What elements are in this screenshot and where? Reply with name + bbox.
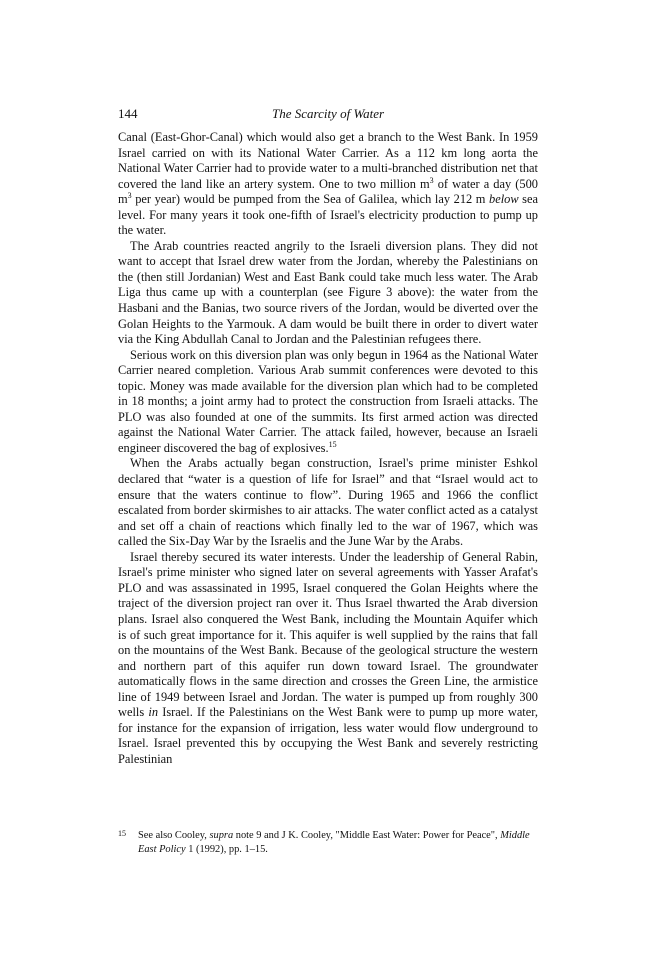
paragraph-2: The Arab countries reacted angrily to the Israeli diversion plans. They did not want to accept that Israel drew water from the Jordan, whereby the Palestinians on the (then still Jordanian) West and East Bank could take much less water. The Arab Liga thus came up with a counterplan (see Figure 3 above): the water from the Hasbani and the Banias, two source rivers of the Jordan, would be diverted over the Golan Heights to the Yarmouk. A dam would be built there in order to divert water via the King Abdullah Canal to Jordan and the Palestinian refugees there. <box>118 238 538 347</box>
paragraph-1: Canal (East-Ghor-Canal) which would also get a branch to the West Bank. In 1959 Israel carried on with its National Water Carrier. As a 112 km long aorta the National Water Carrier had to provide water to a multi-branched distribution net that covered the land like an artery system. One to two million $m^3$ of water a day (500 $m^3$ per year) would be pumped from the Sea of Galilea, which lay 212 m below sea level. For many years it took one-fifth of Israel's electricity production to pump up the water. <box>118 130 538 238</box>
footnote-reference[interactable]: 15 <box>328 439 337 449</box>
footnote-15: 15 See also Cooley, supra note 9 and J K. Cooley, "Middle East Water: Power for Peace", Middle East Policy 1 (1992), pp. 1–15. <box>118 829 530 855</box>
footnote-number: 15 <box>118 829 126 838</box>
running-head <box>118 106 538 124</box>
paragraph-4: When the Arabs actually began construction, Israel's prime minister Eshkol declared that “water is a question of life for Israel” and that “Israel would act to ensure that the waters continue to flow”. During 1965 and 1966 the conflict escalated from border skirmishes to air attacks. The water conflict acted as a catalyst and set off a chain of reactions which finally led to the war of 1967, which was called the Six-Day War by the Israelis and the June War by the Arabs. <box>118 456 538 549</box>
footnotes <box>118 829 538 857</box>
page-number: 144 <box>118 106 138 121</box>
body-text <box>118 130 538 767</box>
paragraph-5: Israel thereby secured its water interests. Under the leadership of General Rabin, Israel's prime minister who signed later on several agreements with Yasser Arafat's PLO and was assassinated in 1995, Israel conquered the Golan Heights where the traject of the diversion project ran over it. Thus Israel thwarted the Arab diversion plans. Israel also conquered the West Bank, including the Mountain Aquifer which is of such great importance for it. This aquifer is well supplied by the rains that fall on the mountains of the West Bank. Because of the geological structure the western and northern part of this aquifer run down toward Israel. The groundwater automatically flows in the same direction and crosses the Green Line, the armistice line of 1949 between Israel and Jordan. The water is pumped up from roughly 300 wells in Israel. If the Palestinians on the West Bank were to pump up more water, for instance for the expansion of irrigation, less water would flow underground to Israel. Israel prevented this by occupying the West Bank and severely restricting Palestinian <box>118 549 538 766</box>
running-title: The Scarcity of Water <box>271 106 385 121</box>
paragraph-3: Serious work on this diversion plan was only begun in 1964 as the National Water Carrier neared completion. Various Arab summit conferences were devoted to this topic. Money was made available for the diversion plan which had to be completed in 18 months; a joint army had to protect the construction from Israeli attacks. The PLO was also founded at one of the summits. Its first armed action was directed against the National Water Carrier. The attack failed, however, because an Israeli engineer discovered the bag of explosives.$^{15}$ <box>118 347 538 455</box>
